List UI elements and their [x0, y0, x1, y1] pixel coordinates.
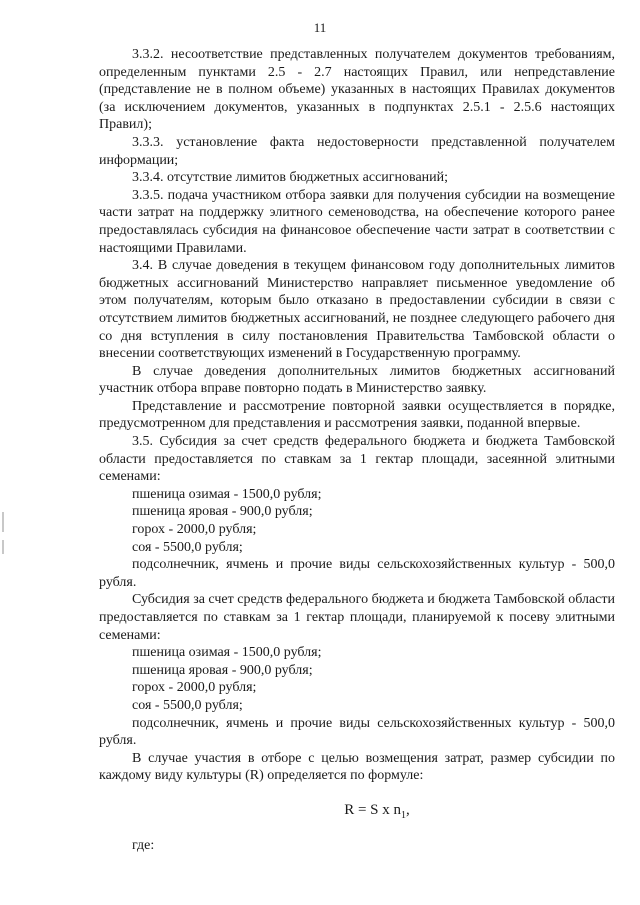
rates-list-planned: [99, 644, 615, 714]
rate-item: пшеница яровая - 900,0 рубля;: [132, 504, 313, 520]
rate-item-other: подсолнечник, ячмень и прочие виды сельскохозяйственных культур - 500,0 рубля.: [99, 557, 615, 590]
formula: [99, 802, 615, 825]
rate-item: горох - 2000,0 рубля;: [132, 522, 257, 538]
rate-item: пшеница яровая - 900,0 рубля;: [132, 662, 313, 678]
paragraph-3-3-5: 3.3.5. подача участником отбора заявки для получения субсидии на возмещение части затрат на поддержку элитного семеноводства, на обеспечение которого ранее предоставлялась субсидия на финансовое обеспечение части затрат в соответствии с настоящими Правилами.: [99, 187, 615, 256]
rate-item: пшеница озимая - 1500,0 рубля;: [132, 645, 322, 661]
paragraph-3-4: 3.4. В случае доведения в текущем финансовом году дополнительных лимитов бюджетных ассигнований Министерство направляет письменное уведомление об этом получателям, которым было отказано в предоставлении субсидии в связи с отсутствием лимитов бюджетных ассигнований, не позднее следующего рабочего дня со дня вступления в силу постановления Правительства Тамбовской области о внесении соответствующих изменений в Государственную программу.: [99, 258, 615, 362]
rate-item: соя - 5500,0 рубля;: [132, 697, 243, 713]
rate-item: пшеница озимая - 1500,0 рубля;: [132, 486, 322, 502]
rate-item: соя - 5500,0 рубля;: [132, 539, 243, 555]
paragraph-3-3-2: 3.3.2. несоответствие представленных получателем документов требованиям, определенным пунктами 2.5 - 2.7 настоящих Правил, или непредставление (представление не в полном объеме) указанных в настоящих Правилах документов (за исключением документов, указанных в подпунктах 2.5.1 - 2.5.6 настоящих Правил);: [99, 47, 615, 133]
paragraph-3-3-4: 3.3.4. отсутствие лимитов бюджетных ассигнований;: [132, 170, 449, 186]
paragraph-3-4-additional: В случае доведения дополнительных лимитов бюджетных ассигнований участник отбора вправе повторно подать в Министерство заявку.: [99, 363, 615, 397]
paragraph-3-5-formula-intro: В случае участия в отборе с целью возмещения затрат, размер субсидии по каждому виду культуры (R) определяется по формуле:: [99, 750, 615, 784]
page-number: 11: [313, 20, 327, 35]
paragraph-3-5: 3.5. Субсидия за счет средств федерального бюджета и бюджета Тамбовской области предоставляется по ставкам за 1 гектар площади, засеянной элитными семенами:: [99, 434, 615, 485]
rates-list-sown: [99, 486, 615, 556]
where-label: где:: [132, 837, 155, 853]
formula-text: R = S x n: [344, 801, 402, 818]
formula-suffix: ,: [406, 801, 410, 818]
scan-artifact: [2, 540, 4, 554]
scan-artifact: [2, 512, 4, 532]
rate-item: горох - 2000,0 рубля;: [132, 680, 257, 696]
paragraph-3-3-3: 3.3.3. установление факта недостоверности представленной получателем информации;: [99, 134, 615, 168]
document-body: [99, 46, 615, 854]
rate-item-other: подсолнечник, ячмень и прочие виды сельскохозяйственных культур - 500,0 рубля.: [99, 715, 615, 749]
paragraph-3-5-planned: Субсидия за счет средств федерального бюджета и бюджета Тамбовской области предоставляется по ставкам за 1 гектар площади, планируемой к посеву элитными семенами:: [99, 592, 615, 643]
formula-subscript: 1: [401, 809, 407, 821]
paragraph-3-4-repeat: Представление и рассмотрение повторной заявки осуществляется в порядке, предусмотренном для представления и рассмотрения заявки, поданной впервые.: [99, 398, 615, 432]
